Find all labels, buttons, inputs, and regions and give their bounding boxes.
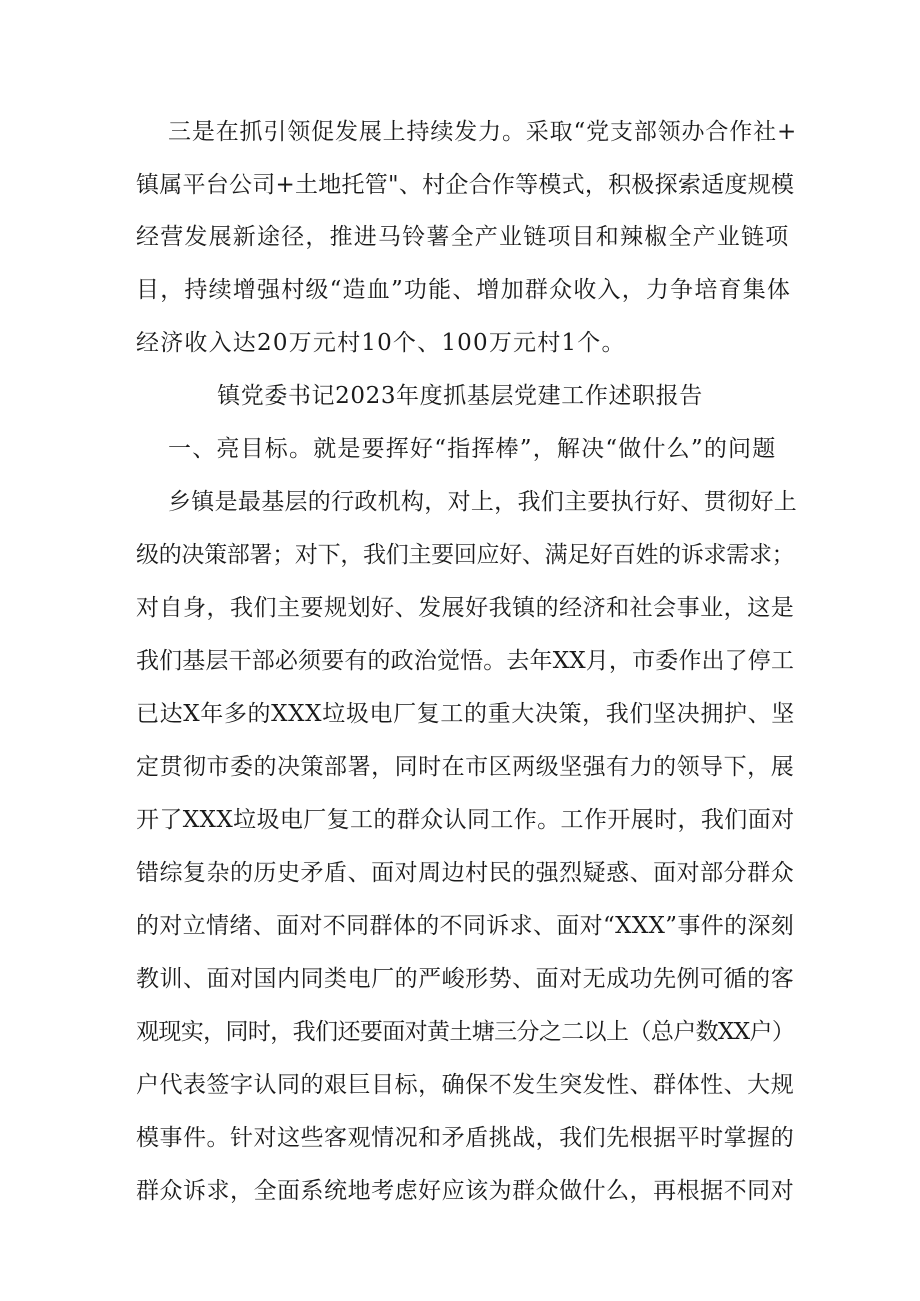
body-line: 对自身，我们主要规划好、发展好我镇的经济和社会事业，这是 [136, 595, 795, 621]
paragraph-line: 三是在抓引领促发展上持续发力。采取“党支部领办合作社+ [168, 119, 798, 145]
paragraph-line: 经济收入达20万元村10个、100万元村1个。 [136, 330, 626, 356]
body-line: 级的决策部署；对下，我们主要回应好、满足好百姓的诉求需求； [136, 542, 795, 568]
body-line: 户代表签字认同的艰巨目标，确保不发生突发性、群体性、大规 [136, 1072, 795, 1098]
section-heading: 一、亮目标。就是要挥好“指挥棒”，解决“做什么”的问题 [168, 436, 777, 462]
body-line: 模事件。针对这些客观情况和矛盾挑战，我们先根据平时掌握的 [136, 1125, 795, 1151]
body-line: 已达X年多的XXX垃圾电厂复工的重大决策，我们坚决拥护、坚 [136, 701, 795, 727]
body-line: 群众诉求，全面系统地考虑好应该为群众做什么，再根据不同对 [136, 1178, 795, 1204]
body-line: 的对立情绪、面对不同群体的不同诉求、面对“XXX”事件的深刻 [136, 913, 795, 939]
body-line: 乡镇是最基层的行政机构，对上，我们主要执行好、贯彻好上 [168, 489, 798, 515]
report-title: 镇党委书记2023年度抓基层党建工作述职报告 [217, 383, 703, 409]
body-line: 定贯彻市委的决策部署，同时在市区两级坚强有力的领导下，展 [136, 754, 795, 780]
body-line: 观现实，同时，我们还要面对黄土塘三分之二以上（总户数XX户） [136, 1019, 795, 1045]
paragraph-line: 镇属平台公司+土地托管"、村企合作等模式，积极探索适度规模 [136, 172, 795, 198]
paragraph-line: 经营发展新途径，推进马铃薯全产业链项目和辣椒全产业链项 [136, 224, 790, 250]
body-line: 开了XXX垃圾电厂复工的群众认同工作。工作开展时，我们面对 [136, 807, 795, 833]
body-line: 错综复杂的历史矛盾、面对周边村民的强烈疑惑、面对部分群众 [136, 860, 795, 886]
body-line: 我们基层干部必须要有的政治觉悟。去年XX月，市委作出了停工 [136, 648, 795, 674]
paragraph-line: 目，持续增强村级“造血”功能、增加群众收入，力争培育集体 [136, 277, 792, 303]
body-line: 教训、面对国内同类电厂的严峻形势、面对无成功先例可循的客 [136, 966, 795, 992]
